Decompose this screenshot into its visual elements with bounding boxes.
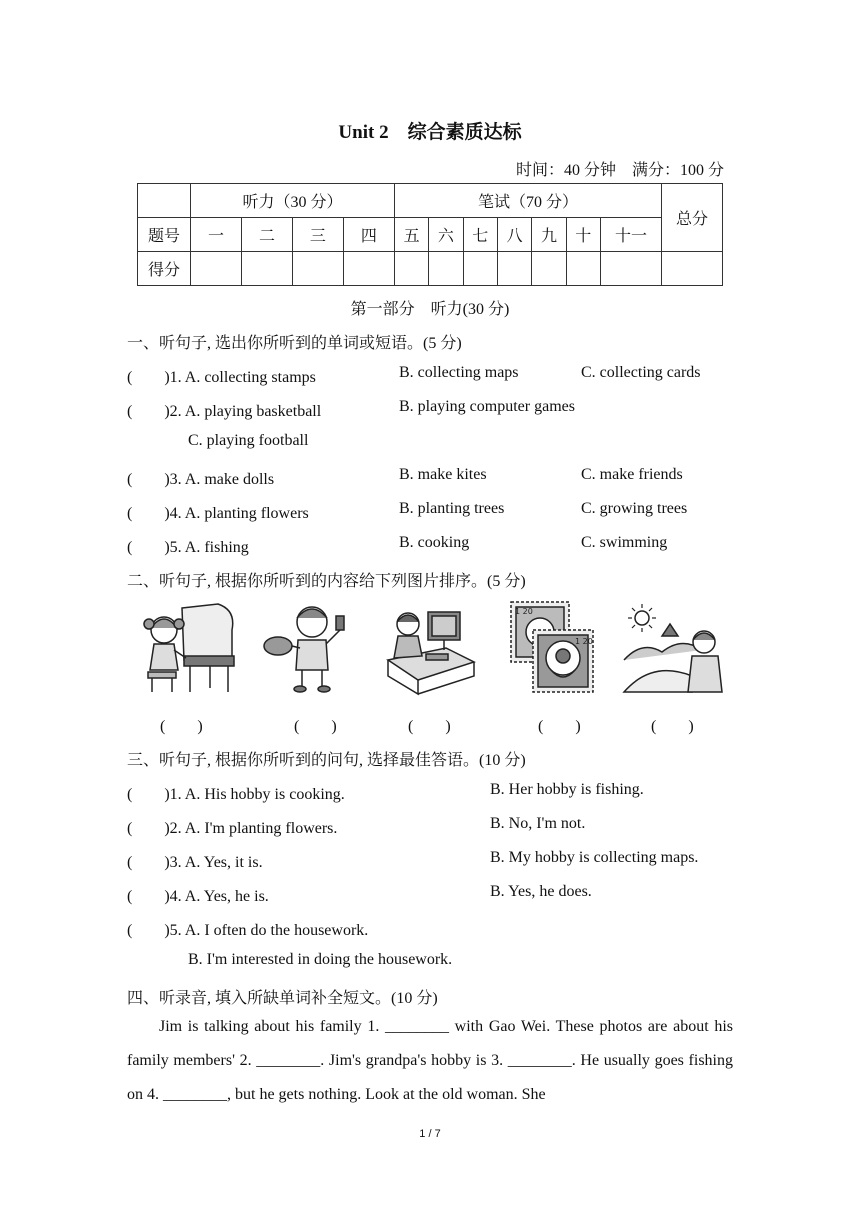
page-title: Unit 2 综合素质达标 (338, 122, 522, 143)
garden-image (622, 600, 726, 696)
score-cell[interactable] (191, 252, 242, 286)
row-label-num: 题号 (138, 218, 191, 252)
score-cell[interactable] (532, 252, 566, 286)
s1-q1-a: ( )1. A. collecting stamps (127, 369, 316, 386)
boy-cooking-image (262, 600, 358, 696)
row-label-score: 得分 (138, 252, 191, 286)
score-cell[interactable] (601, 252, 662, 286)
exam-meta: 时间：40 分钟 满分：100 分 (515, 162, 724, 179)
score-cell[interactable] (662, 252, 723, 286)
passage: Jim is talking about his family 1. ________ with Gao Wei. These photos are about his family members' 2. ________. Jim's grandpa's hobby is 3. ________. He usually goes fishing on 4. ________, but he gets nothing. Look at the old woman. She (127, 1018, 733, 1103)
col-header: 十 (566, 218, 600, 252)
s3-q1-a: ( )1. A. His hobby is cooking. (127, 786, 345, 803)
s1-q4-c: C. growing trees (581, 500, 688, 517)
stamp-value-text-2: 1 20 (575, 637, 593, 646)
score-cell[interactable] (429, 252, 463, 286)
section3-title: 三、听句子, 根据你所听到的问句, 选择最佳答语。(10 分) (127, 752, 526, 769)
s1-q1-b: B. collecting maps (399, 364, 519, 381)
s1-q3-a: ( )3. A. make dolls (127, 471, 275, 488)
s1-q4-a: ( )4. A. planting flowers (127, 505, 309, 522)
s1-q5-b: B. cooking (399, 534, 470, 551)
page-number: 1 / 7 (419, 1128, 441, 1140)
col-header: 四 (343, 218, 394, 252)
col-header: 二 (241, 218, 292, 252)
order-blank-4[interactable]: ( ) (538, 718, 581, 735)
score-cell[interactable] (394, 252, 428, 286)
s1-q2-c: C. playing football (188, 432, 309, 449)
section4-title: 四、听录音, 填入所缺单词补全短文。(10 分) (127, 990, 438, 1007)
s1-q2-b: B. playing computer games (399, 398, 575, 415)
col-header: 九 (532, 218, 566, 252)
s1-q2-a: ( )2. A. playing basketball (127, 403, 322, 420)
score-cell[interactable] (241, 252, 292, 286)
s3-q2-b: B. No, I'm not. (490, 815, 586, 832)
s3-q4-a: ( )4. A. Yes, he is. (127, 888, 269, 905)
stamps-image (509, 600, 597, 696)
order-blank-1[interactable]: ( ) (160, 718, 203, 735)
order-blank-5[interactable]: ( ) (651, 718, 694, 735)
col-header: 七 (463, 218, 497, 252)
listening-header: 听力（30 分） (191, 184, 395, 218)
s3-q5-b: B. I'm interested in doing the housework. (188, 951, 453, 968)
section2-title: 二、听句子, 根据你所听到的内容给下列图片排序。(5 分) (127, 573, 526, 590)
col-header: 十一 (601, 218, 662, 252)
section1-title: 一、听句子, 选出你所听到的单词或短语。(5 分) (127, 335, 462, 352)
s1-q1-c: C. collecting cards (581, 364, 701, 381)
score-table (137, 183, 723, 286)
col-header: 六 (429, 218, 463, 252)
score-cell[interactable] (566, 252, 600, 286)
s1-q3-c: C. make friends (581, 466, 683, 483)
girl-piano-image (140, 600, 240, 696)
s3-q4-b: B. Yes, he does. (490, 883, 592, 900)
order-blank-2[interactable]: ( ) (294, 718, 337, 735)
s3-q5-a: ( )5. A. I often do the housework. (127, 922, 369, 939)
s3-q1-b: B. Her hobby is fishing. (490, 781, 644, 798)
score-cell[interactable] (292, 252, 343, 286)
col-header: 八 (497, 218, 531, 252)
s3-q2-a: ( )2. A. I'm planting flowers. (127, 820, 338, 837)
part1-title: 第一部分 听力(30 分) (350, 301, 510, 318)
score-cell[interactable] (343, 252, 394, 286)
writing-header: 笔试（70 分） (394, 184, 661, 218)
s1-q5-a: ( )5. A. fishing (127, 539, 249, 556)
score-cell[interactable] (497, 252, 531, 286)
computer-games-image (384, 600, 476, 696)
total-header: 总分 (662, 184, 723, 252)
s1-q3-b: B. make kites (399, 466, 487, 483)
score-cell[interactable] (463, 252, 497, 286)
s1-q5-c: C. swimming (581, 534, 668, 551)
col-header: 五 (394, 218, 428, 252)
s1-q4-b: B. planting trees (399, 500, 505, 517)
s3-q3-b: B. My hobby is collecting maps. (490, 849, 699, 866)
corner-cell (138, 184, 191, 218)
col-header: 三 (292, 218, 343, 252)
s3-q3-a: ( )3. A. Yes, it is. (127, 854, 263, 871)
col-header: 一 (191, 218, 242, 252)
order-blank-3[interactable]: ( ) (408, 718, 451, 735)
stamp-value-text-1: 1 20 (515, 607, 533, 616)
